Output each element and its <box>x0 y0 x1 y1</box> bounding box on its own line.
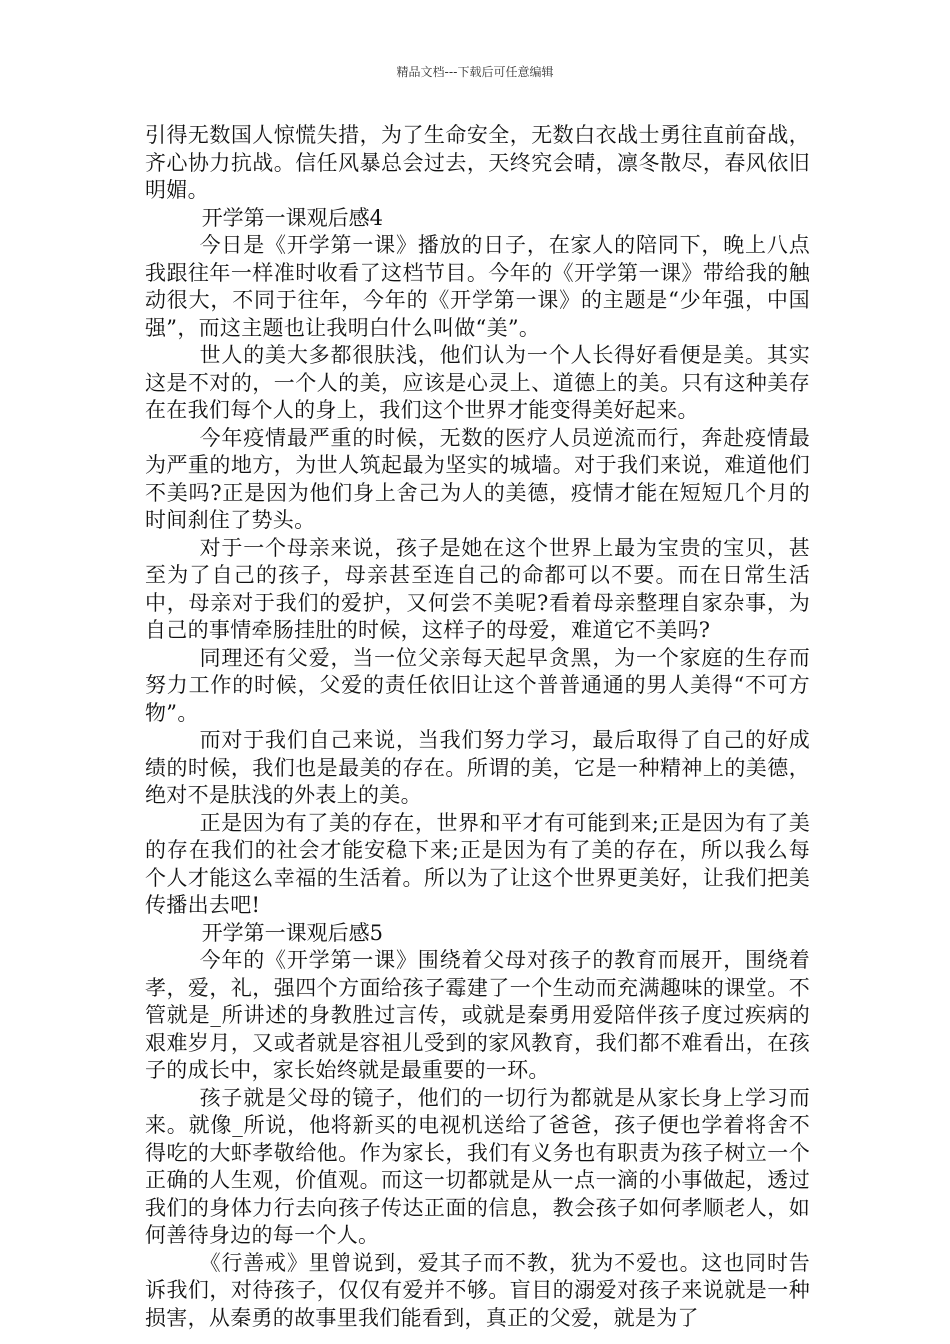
paragraph: 世人的美大多都很肤浅，他们认为一个人长得好看便是美。其实这是不对的，一个人的美，应该是心灵上、道德上的美。只有这种美存在在我们每个人的身上，我们这个世界才能变得美好起来。 <box>145 343 810 422</box>
paragraph: 孩子就是父母的镜子，他们的一切行为都就是从家长身上学习而来。就像_所说，他将新买的电视机送给了爸爸，孩子便也学着将舍不得吃的大虾孝敬给他。作为家长，我们有义务也有职责为孩子树立一个正确的人生观，价值观。而这一切都就是从一点一滴的小事做起，透过我们的身体力行去向孩子传达正面的信息，教会孩子如何孝顺老人，如何善待身边的每一个人。 <box>145 1085 810 1247</box>
paragraph: 今年的《开学第一课》围绕着父母对孩子的教育而展开，围绕着孝，爱，礼，强四个方面给孩子霉建了一个生动而充满趣味的课堂。不管就是_所讲述的身教胜过言传，或就是秦勇用爱陪伴孩子度过疾病的艰难岁月，又或者就是容祖儿受到的家风教育，我们都不难看出，在孩子的成长中，家长始终就是最重要的一环。 <box>145 948 810 1082</box>
paragraph: 引得无数国人惊慌失措，为了生命安全，无数白衣战士勇往直前奋战，齐心协力抗战。信任风暴总会过去，天终究会晴，凛冬散尽，春风依旧明媚。 <box>145 123 810 202</box>
paragraph: 今年疫情最严重的时候，无数的医疗人员逆流而行，奔赴疫情最为严重的地方，为世人筑起最为坚实的城墙。对于我们来说，难道他们不美吗?正是因为他们身上舍己为人的美德，疫情才能在短短几个月的时间刹住了势头。 <box>145 425 810 532</box>
header-text: 精品文档---下载后可任意编辑 <box>396 65 554 79</box>
paragraph: 今日是《开学第一课》播放的日子，在家人的陪同下，晚上八点我跟往年一样准时收看了这档节目。今年的《开学第一课》带给我的触动很大，不同于往年，今年的《开学第一课》的主题是“少年强，中国强”，而这主题也让我明白什么叫做“美”。 <box>145 233 810 340</box>
paragraph: 而对于我们自己来说，当我们努力学习，最后取得了自己的好成绩的时候，我们也是最美的存在。所谓的美，它是一种精神上的美德，绝对不是肤浅的外表上的美。 <box>145 728 810 807</box>
paragraph: 正是因为有了美的存在，世界和平才有可能到来;正是因为有了美的存在我们的社会才能安稳下来;正是因为有了美的存在，所以我么每个人才能这么幸福的生活着。所以为了让这个世界更美好，让我们把美传播出去吧! <box>145 810 810 917</box>
paragraph: 对于一个母亲来说，孩子是她在这个世界上最为宝贵的宝贝，甚至为了自己的孩子，母亲甚至连自己的命都可以不要。而在日常生活中，母亲对于我们的爱护，又何尝不美呢?看着母亲整理自家杂事，为自己的事情牵肠挂肚的时候，这样子的母爱，难道它不美吗? <box>145 535 810 642</box>
section-title: 开学第一课观后感4 <box>201 205 384 230</box>
paragraph: 《行善戒》里曾说到，爱其子而不教，犹为不爱也。这也同时告诉我们，对待孩子，仅仅有爱并不够。盲目的溺爱对孩子来说就是一种损害，从秦勇的故事里我们能看到，真正的父爱，就是为了 <box>145 1250 810 1330</box>
paragraph: 同理还有父爱，当一位父亲每天起早贪黑，为一个家庭的生存而努力工作的时候，父爱的责任依旧让这个普普通通的男人美得“不可方物”。 <box>145 645 810 725</box>
page-header <box>0 64 950 80</box>
section-title: 开学第一课观后感5 <box>201 920 384 945</box>
document-body <box>145 122 810 1332</box>
